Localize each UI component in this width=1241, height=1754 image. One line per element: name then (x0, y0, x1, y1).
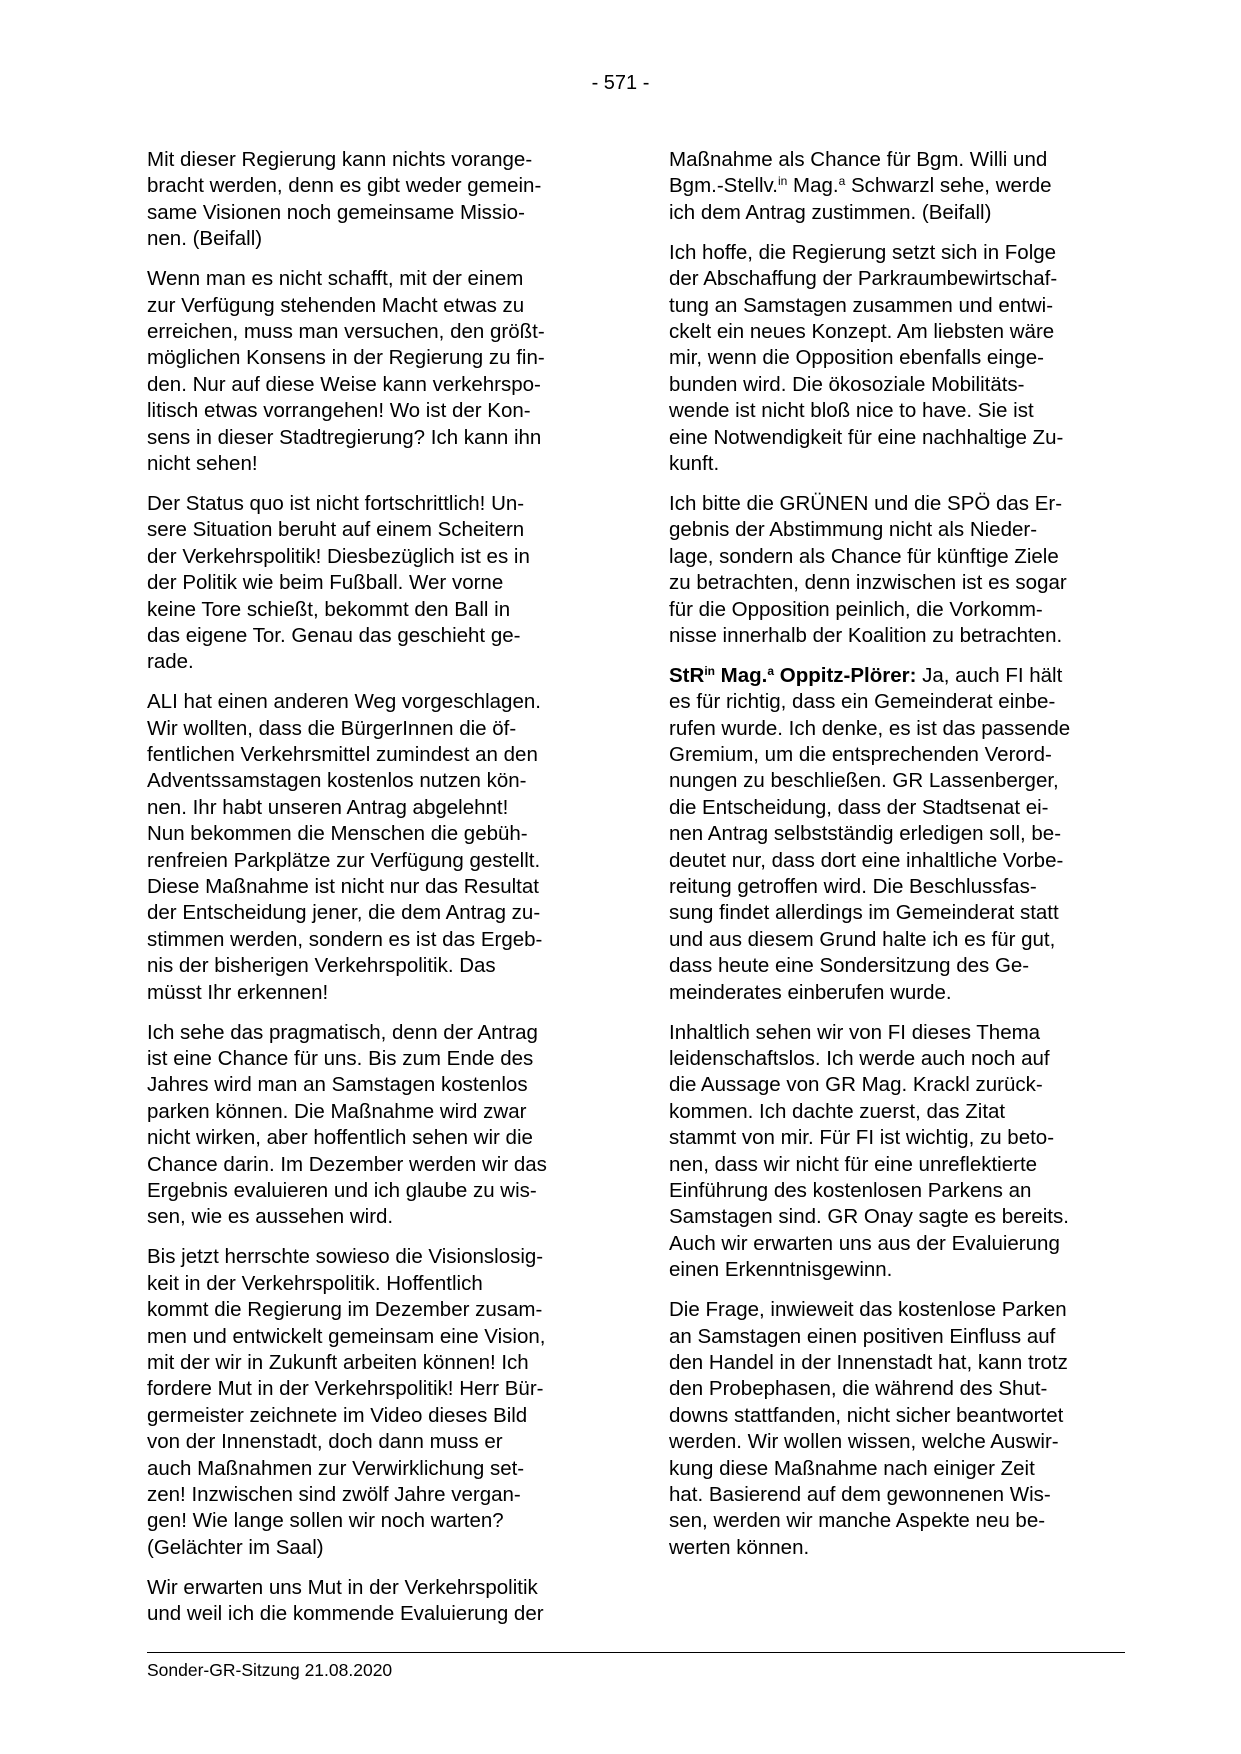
text-line: der Abschaffung der Parkraumbewirtschaf- (669, 267, 1058, 291)
superscript: in (777, 174, 788, 189)
text-fragment: Schwarzl sehe, werde (845, 174, 1052, 198)
text-line: nicht sehen! (147, 451, 258, 475)
text-line: den Probephasen, die während des Shut- (669, 1377, 1048, 1401)
text-line: fordere Mut in der Verkehrspolitik! Herr Bür- (147, 1377, 544, 1401)
page-number: - 571 - (591, 72, 650, 94)
paragraph (669, 491, 1121, 649)
text-line: zu betrachten, denn inzwischen ist es sogar (669, 571, 1067, 595)
text-line: ich dem Antrag zustimmen. (Beifall) (669, 200, 992, 224)
text-line: fentlichen Verkehrsmittel zumindest an den (147, 743, 538, 767)
superscript: in (704, 663, 715, 678)
paragraph (669, 1020, 1121, 1284)
text-line: gebnis der Abstimmung nicht als Nieder- (669, 518, 1038, 542)
text-line: Wenn man es nicht schafft, mit der einem (147, 267, 524, 291)
text-line (669, 663, 1121, 689)
text-line: Wir erwarten uns Mut in der Verkehrspolitik (147, 1575, 538, 1599)
text-line: Wir wollten, dass die BürgerInnen die öf- (147, 716, 517, 740)
text-line: parken können. Die Maßnahme wird zwar (147, 1099, 527, 1123)
text-line: Die Frage, inwieweit das kostenlose Parken (669, 1298, 1067, 1322)
text-line: für die Opposition peinlich, die Vorkomm- (669, 597, 1043, 621)
text-line: zur Verfügung stehenden Macht etwas zu (147, 293, 525, 317)
text-line: Jahres wird man an Samstagen kostenlos (147, 1073, 528, 1097)
text-line: nen. (Beifall) (147, 227, 263, 251)
text-line: leidenschaftslos. Ich werde auch noch auf (669, 1047, 1050, 1070)
text-line: litisch etwas vorrangehen! Wo ist der Kon- (147, 399, 531, 423)
text-line: von der Innenstadt, doch dann muss er (147, 1430, 503, 1454)
text-line: lage, sondern als Chance für künftige Ziele (669, 544, 1059, 568)
text-line: kung diese Maßnahme nach einiger Zeit (669, 1456, 1035, 1480)
text-line: Gremium, um die entsprechenden Verord- (669, 743, 1052, 767)
text-line: Ich hoffe, die Regierung setzt sich in Folge (669, 240, 1057, 264)
text-line: nen. Ihr habt unseren Antrag abgelehnt! (147, 795, 509, 819)
text-line: rade. (147, 650, 194, 674)
text-line: Inhaltlich sehen wir von FI dieses Thema (669, 1020, 1041, 1044)
text-line: Ergebnis evaluieren und ich glaube zu wis- (147, 1179, 537, 1203)
text-line: germeister zeichnete im Video dieses Bild (147, 1403, 528, 1427)
text-line: Maßnahme als Chance für Bgm. Willi und (669, 148, 1048, 171)
text-line: bracht werden, denn es gibt weder gemein- (147, 174, 542, 198)
paragraph (669, 1297, 1121, 1561)
text-line: Ich bitte die GRÜNEN und die SPÖ das Er- (669, 491, 1063, 515)
text-line: den. Nur auf diese Weise kann verkehrspo- (147, 372, 541, 396)
paragraph (669, 147, 1121, 226)
text-fragment: Mag. (714, 663, 768, 687)
text-line: der Verkehrspolitik! Diesbezüglich ist es in (147, 544, 530, 568)
text-line: und aus diesem Grund halte ich es für gut, (669, 927, 1056, 951)
text-line: tung an Samstagen zusammen und entwi- (669, 293, 1054, 317)
text-line: mir, wenn die Opposition ebenfalls einge- (669, 346, 1044, 370)
text-line (669, 173, 1121, 199)
text-line: Einführung des kostenlosen Parkens an (669, 1179, 1032, 1203)
text-line: Samstagen sind. GR Onay sagte es bereits. (669, 1205, 1069, 1229)
text-line: Ich sehe das pragmatisch, denn der Antrag (147, 1020, 538, 1044)
text-line: erreichen, muss man versuchen, den größt- (147, 319, 545, 343)
text-line: an Samstagen einen positiven Einfluss auf (669, 1324, 1056, 1348)
paragraph (147, 1244, 599, 1561)
text-line: möglichen Konsens in der Regierung zu fin- (147, 346, 545, 370)
paragraph (147, 689, 599, 1006)
text-line: Mit dieser Regierung kann nichts vorange- (147, 148, 533, 171)
text-line: nen, dass wir nicht für eine unreflektierte (669, 1152, 1038, 1176)
text-line: deutet nur, dass dort eine inhaltliche Vorbe- (669, 848, 1064, 872)
text-fragment: Bgm.-Stellv. (669, 174, 778, 198)
text-line: die Aussage von GR Mag. Krackl zurück- (669, 1073, 1043, 1097)
text-line: eine Notwendigkeit für eine nachhaltige Zu- (669, 425, 1064, 449)
text-line: nisse innerhalb der Koalition zu betrachten. (669, 623, 1063, 647)
superscript: a (838, 174, 846, 189)
text-line: reitung getroffen wird. Die Beschlussfas- (669, 875, 1037, 899)
paragraph (147, 266, 599, 477)
footer-session: Sonder-GR-Sitzung 21.08.2020 (147, 1660, 393, 1680)
paragraph (147, 1575, 599, 1628)
speaker-paragraph (669, 663, 1121, 1006)
text-line: auch Maßnahmen zur Verwirklichung set- (147, 1456, 525, 1480)
speaker-name (669, 664, 916, 687)
text-line: kommen. Ich dachte zuerst, das Zitat (669, 1099, 1006, 1123)
text-fragment: Oppitz-Plörer: (774, 663, 917, 687)
text-line: Chance darin. Im Dezember werden wir das (147, 1152, 547, 1176)
text-line: Bis jetzt herrschte sowieso die Visionslosig- (147, 1245, 544, 1269)
text-line: bunden wird. Die ökosoziale Mobilitäts- (669, 372, 1025, 396)
text-line: sen, wie es aussehen wird. (147, 1205, 394, 1229)
text-line: downs stattfanden, nicht sicher beantwortet (669, 1403, 1064, 1427)
paragraph (669, 240, 1121, 478)
text-line: keit in der Verkehrspolitik. Hoffentlich (147, 1271, 483, 1295)
text-line: nis der bisherigen Verkehrspolitik. Das (147, 954, 496, 978)
text-line: das eigene Tor. Genau das geschieht ge- (147, 623, 521, 647)
text-line: dass heute eine Sondersitzung des Ge- (669, 954, 1030, 978)
text-line: Nun bekommen die Menschen die gebüh- (147, 822, 528, 846)
paragraph (147, 1020, 599, 1231)
text-line: Der Status quo ist nicht fortschrittlich! Un- (147, 491, 525, 515)
text-line: (Gelächter im Saal) (147, 1535, 324, 1559)
text-line: Auch wir erwarten uns aus der Evaluierung (669, 1231, 1060, 1255)
text-line: sung findet allerdings im Gemeinderat statt (669, 901, 1059, 925)
text-line: müsst Ihr erkennen! (147, 980, 329, 1004)
right-column (669, 147, 1121, 1575)
text-line: wende ist nicht bloß nice to have. Sie ist (669, 399, 1034, 423)
left-column (147, 147, 599, 1641)
text-line: kunft. (669, 451, 720, 475)
text-line: werten können. (669, 1535, 810, 1559)
text-line: mit der wir in Zukunft arbeiten können! Ich (147, 1350, 529, 1374)
text-line: nungen zu beschließen. GR Lassenberger, (669, 769, 1059, 793)
text-line: hat. Basierend auf dem gewonnenen Wis- (669, 1483, 1051, 1506)
text-line: same Visionen noch gemeinsame Missio- (147, 200, 525, 224)
text-line: ckelt ein neues Konzept. Am liebsten wäre (669, 319, 1055, 343)
footer-rule (147, 1652, 1125, 1653)
text-line: es für richtig, dass ein Gemeinderat einbe- (669, 690, 1056, 714)
text-line: sere Situation beruht auf einem Scheitern (147, 518, 525, 542)
text-fragment: Ja, auch FI hält (916, 663, 1063, 687)
text-line: rufen wurde. Ich denke, es ist das passende (669, 716, 1071, 740)
text-line: men und entwickelt gemeinsam eine Vision, (147, 1324, 546, 1348)
text-line: nen Antrag selbstständig erledigen soll, be- (669, 822, 1062, 846)
text-line: Diese Maßnahme ist nicht nur das Resultat (147, 875, 539, 899)
text-line: keine Tore schießt, bekommt den Ball in (147, 597, 511, 621)
paragraph-lines (669, 689, 1121, 1006)
text-line: gen! Wie lange sollen wir noch warten? (147, 1509, 504, 1533)
text-line: sen, werden wir manche Aspekte neu be- (669, 1509, 1046, 1533)
text-line: sens in dieser Stadtregierung? Ich kann ihn (147, 425, 542, 449)
text-line: ist eine Chance für uns. Bis zum Ende des (147, 1047, 534, 1070)
superscript: a (767, 663, 775, 678)
text-line: einen Erkenntnisgewinn. (669, 1258, 893, 1282)
text-line: kommt die Regierung im Dezember zusam- (147, 1298, 543, 1322)
text-line: der Politik wie beim Fußball. Wer vorne (147, 571, 504, 595)
text-line: zen! Inzwischen sind zwölf Jahre vergan- (147, 1483, 521, 1506)
text-line: stimmen werden, sondern es ist das Ergeb- (147, 927, 543, 951)
text-line: die Entscheidung, dass der Stadtsenat ei- (669, 795, 1049, 819)
text-fragment: Mag. (787, 174, 839, 198)
text-line: renfreien Parkplätze zur Verfügung gestellt. (147, 848, 541, 872)
paragraph (147, 147, 599, 253)
text-line: den Handel in der Innenstadt hat, kann trotz (669, 1350, 1068, 1374)
paragraph (147, 491, 599, 676)
text-line: werden. Wir wollen wissen, welche Auswir- (669, 1430, 1059, 1454)
text-fragment: StR (669, 663, 705, 687)
text-line: ALI hat einen anderen Weg vorgeschlagen. (147, 690, 541, 714)
text-line: stammt von mir. Für FI ist wichtig, zu beto- (669, 1126, 1055, 1150)
text-line: nicht wirken, aber hoffentlich sehen wir die (147, 1126, 533, 1150)
text-line: Adventssamstagen kostenlos nutzen kön- (147, 769, 527, 793)
text-line: und weil ich die kommende Evaluierung der (147, 1602, 544, 1626)
text-line: meinderates einberufen wurde. (669, 980, 952, 1004)
text-line: der Entscheidung jener, die dem Antrag zu- (147, 901, 541, 925)
